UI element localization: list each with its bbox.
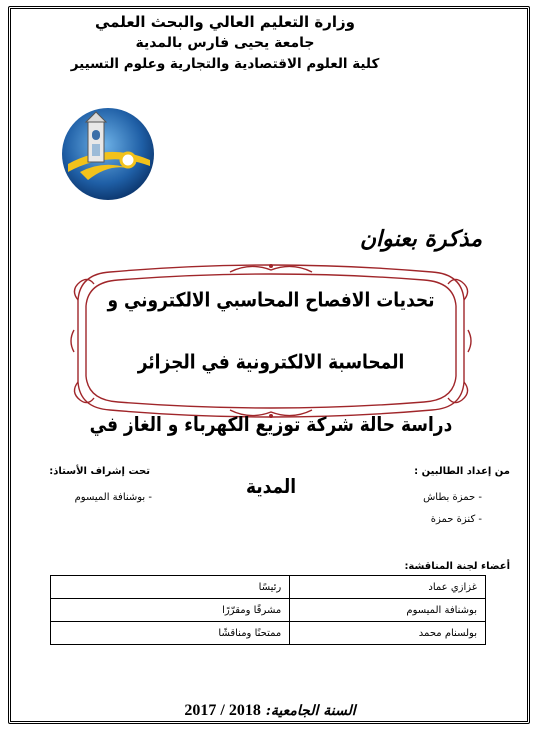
faculty-name: كلية العلوم الاقتصادية والتجارية وعلوم التسيير	[70, 56, 380, 72]
table-row	[51, 599, 486, 622]
committee-member-role: مشرفًا ومقرّرًا	[51, 599, 290, 622]
committee-member-role: ممتحنًا ومناقشًا	[51, 622, 290, 645]
academic-year-label: السنة الجامعية:	[265, 703, 356, 719]
students-label: من إعداد الطالبين :	[414, 466, 510, 477]
thesis-title-line1: تحديات الافصاح المحاسبي الالكتروني و المحاسبة الالكترونية في الجزائر	[107, 289, 435, 375]
committee-member-role: رئيسًا	[51, 576, 290, 599]
table-row	[51, 622, 486, 645]
memo-heading: مذكرة بعنوان	[359, 226, 482, 252]
committee-member-name: بولسنام محمد	[290, 622, 486, 645]
supervisor-name: - بوشنافة الميسوم	[74, 492, 152, 503]
supervisor-label: تحت إشراف الأستاذ:	[49, 466, 150, 477]
table-row	[51, 576, 486, 599]
committee-label: أعضاء لجنة المناقشة:	[404, 561, 510, 572]
committee-member-name: غزازي عماد	[290, 576, 486, 599]
academic-year-value: 2018 / 2017	[184, 702, 261, 719]
committee-member-name: بوشنافة الميسوم	[290, 599, 486, 622]
student-name: - كنزة حمزة	[430, 514, 482, 525]
student-name: - حمزة بطاش	[423, 492, 482, 503]
thesis-title-line2: دراسة حالة شركة توزيع الكهرباء و الغاز في المدية	[89, 413, 453, 499]
university-logo-icon	[58, 102, 158, 202]
thesis-title	[70, 270, 472, 518]
university-name: جامعة يحيى فارس بالمدية	[135, 35, 315, 51]
academic-year	[0, 702, 540, 720]
committee-table	[50, 575, 486, 645]
institution-header	[60, 12, 390, 75]
ministry-name: وزارة التعليم العالي والبحث العلمي	[94, 13, 356, 31]
